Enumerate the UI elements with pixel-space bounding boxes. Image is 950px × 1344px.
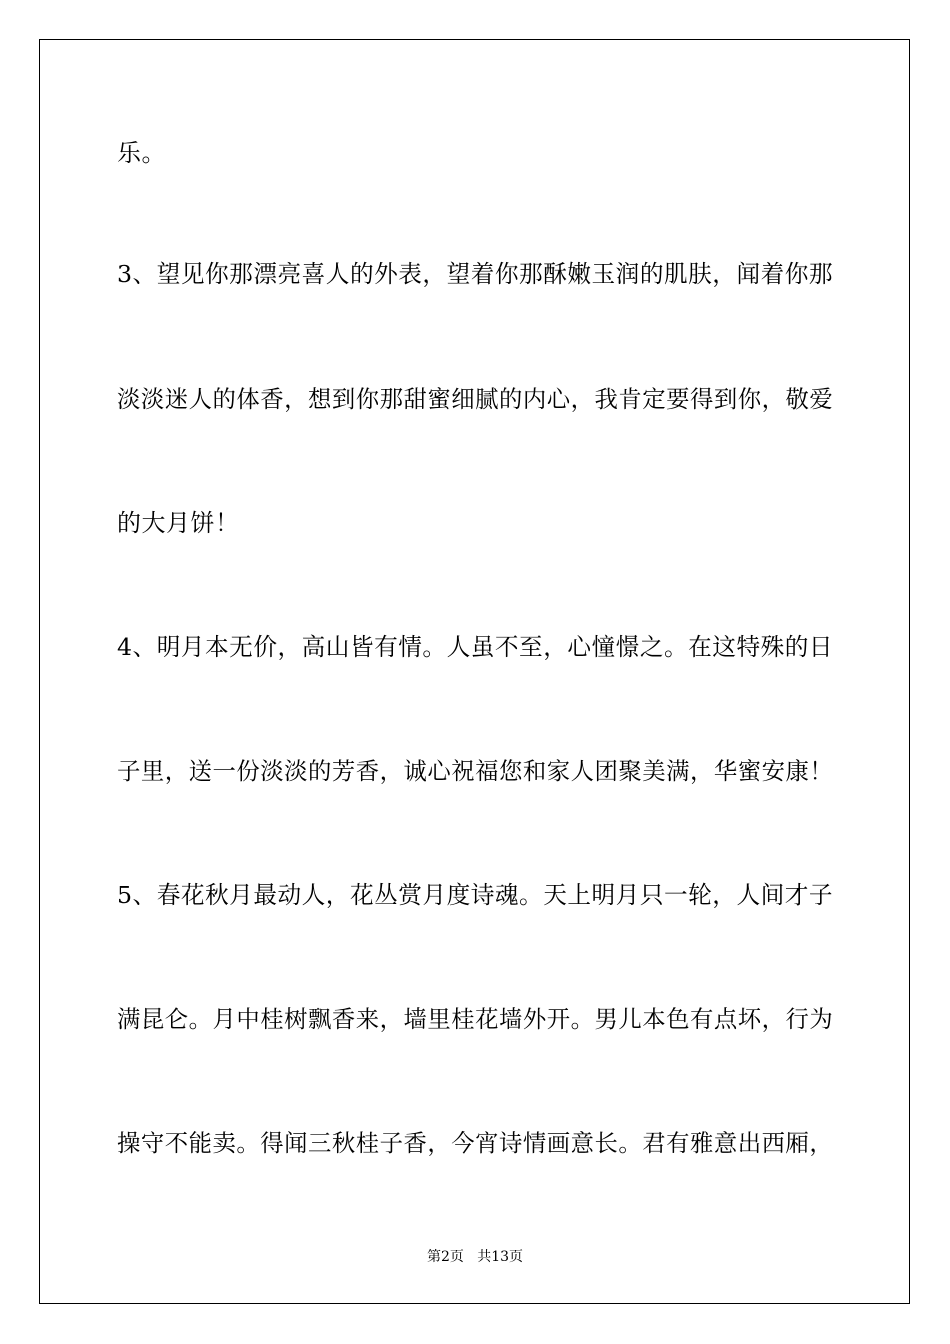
page-number-footer: 第2页 共13页 xyxy=(426,1249,524,1265)
text-line-4: 的大月饼！ xyxy=(117,509,240,537)
text-line-3: 淡淡迷人的体香，想到你那甜蜜细腻的内心，我肯定要得到你，敬爱 xyxy=(117,385,834,413)
text-line-5: 4、明月本无价，高山皆有情。人虽不至，心憧憬之。在这特殊的日 xyxy=(117,633,834,661)
text-line-9: 操守不能卖。得闻三秋桂子香，今宵诗情画意长。君有雅意出西厢， xyxy=(117,1129,834,1157)
page-border xyxy=(39,39,910,1304)
text-line-1: 乐。 xyxy=(117,139,166,167)
text-line-6: 子里，送一份淡淡的芳香，诚心祝福您和家人团聚美满，华蜜安康！ xyxy=(117,757,834,785)
text-line-2: 3、望见你那漂亮喜人的外表，望着你那酥嫩玉润的肌肤，闻着你那 xyxy=(117,260,834,288)
text-line-7: 5、春花秋月最动人，花丛赏月度诗魂。天上明月只一轮，人间才子 xyxy=(117,881,834,909)
text-line-8: 满昆仑。月中桂树飘香来，墙里桂花墙外开。男儿本色有点坏，行为 xyxy=(117,1005,834,1033)
